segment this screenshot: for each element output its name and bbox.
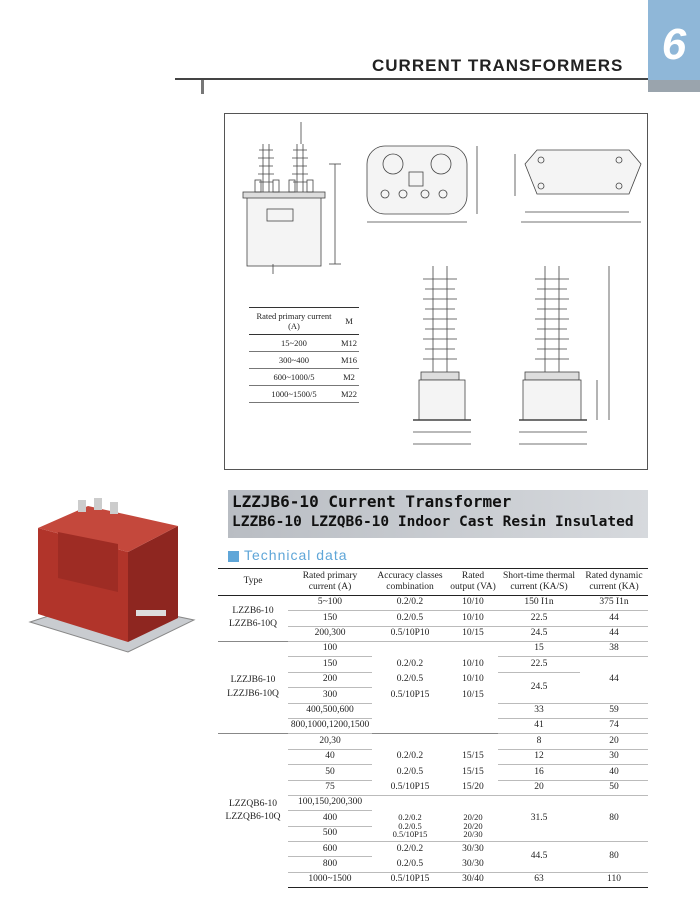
primary-cell: 20,30 <box>288 734 372 749</box>
header-accuracy: Accuracy classes combination <box>372 569 448 596</box>
technical-drawing-panel <box>224 113 648 470</box>
dynamic-cell: 50 <box>580 780 648 795</box>
output-cell: 10/15 <box>448 626 498 641</box>
accuracy-cell: 0.5/10P15 <box>390 689 430 700</box>
m-table-cell: 15~200 <box>249 335 339 352</box>
primary-cell: 600 <box>288 842 372 857</box>
m-table-cell: 1000~1500/5 <box>249 386 339 403</box>
m-table-cell: 600~1000/5 <box>249 369 339 386</box>
thermal-cell: 22.5 <box>498 611 580 626</box>
thermal-cell: 24.5 <box>498 626 580 641</box>
m-table-cell: M12 <box>339 335 359 352</box>
thermal-cell: 12 <box>498 749 580 764</box>
dynamic-cell: 80 <box>580 842 648 873</box>
chapter-number: 6 <box>661 20 687 69</box>
type-line: LZZQB6-10Q <box>225 812 281 823</box>
accuracy-line: 0.2/0.2 <box>398 812 422 823</box>
page-header-title: CURRENT TRANSFORMERS <box>372 56 624 75</box>
output-line: 20/20 <box>463 820 483 831</box>
dimension-drawing <box>225 114 647 469</box>
thermal-cell: 8 <box>498 734 580 749</box>
m-table-header-current: Rated primary current (A) <box>249 308 339 335</box>
primary-cell: 100,150,200,300 <box>288 795 372 810</box>
thermal-cell: 33 <box>498 703 580 718</box>
primary-cell: 1000~1500 <box>288 872 372 887</box>
m-table-header-m: M <box>339 308 359 335</box>
output-cell: 10/15 <box>462 689 484 700</box>
output-stack <box>448 811 498 842</box>
m-table-cell: M16 <box>339 352 359 369</box>
section-label: Technical data <box>244 547 348 563</box>
section-marker-icon <box>228 551 239 562</box>
accuracy-cell: 0.2/0.5 <box>372 857 448 872</box>
output-cell: 15/15 <box>462 766 484 777</box>
header-thermal: Short-time thermal current (KA/S) <box>498 569 580 596</box>
output-cell: 10/10 <box>448 595 498 610</box>
thermal-cell: 22.5 <box>498 657 580 672</box>
dynamic-cell: 110 <box>580 872 648 887</box>
type-cell <box>218 642 288 734</box>
accuracy-cell: 0.5/10P10 <box>372 626 448 641</box>
header-dynamic: Rated dynamic current (KA) <box>580 569 648 596</box>
output-cell: 10/10 <box>462 658 484 669</box>
product-title: LZZJB6-10 Current Transformer <box>232 492 512 511</box>
chapter-tab-strip <box>648 80 700 92</box>
dynamic-cell: 44 <box>580 657 648 703</box>
thermal-cell: 31.5 <box>498 795 580 841</box>
accuracy-line: 0.2/0.5 <box>398 820 422 831</box>
primary-cell: 150 <box>288 611 372 626</box>
m-table-cell: M22 <box>339 386 359 403</box>
product-subtitle: LZZB6-10 LZZQB6-10 Indoor Cast Resin Insulated <box>232 514 634 530</box>
output-cell: 10/10 <box>448 611 498 626</box>
m-table-cell: 300~400 <box>249 352 339 369</box>
header-vertical-mark <box>201 80 204 94</box>
dynamic-cell: 44 <box>580 626 648 641</box>
accuracy-stack <box>372 811 448 842</box>
thermal-cell: 44.5 <box>498 842 580 873</box>
primary-cell: 40 <box>288 749 372 764</box>
dynamic-cell: 74 <box>580 718 648 733</box>
product-photo <box>28 492 196 664</box>
dynamic-cell: 375 I1n <box>580 595 648 610</box>
type-line: LZZQB6-10 <box>228 798 278 809</box>
primary-cell: 800 <box>288 857 372 872</box>
thermal-cell: 63 <box>498 872 580 887</box>
output-cell: 30/30 <box>448 857 498 872</box>
output-cell: 10/10 <box>462 674 484 685</box>
primary-cell: 5~100 <box>288 595 372 610</box>
primary-cell: 75 <box>288 780 372 795</box>
primary-cell: 400,500,600 <box>288 703 372 718</box>
accuracy-line: 0.5/10P15 <box>392 829 428 840</box>
technical-data-table <box>218 568 648 888</box>
type-cell <box>218 734 288 888</box>
thermal-cell: 15 <box>498 642 580 657</box>
accuracy-cell: 0.5/10P15 <box>372 780 448 795</box>
thermal-cell: 16 <box>498 765 580 780</box>
m-table-cell: M2 <box>339 369 359 386</box>
accuracy-cell: 0.2/0.2 <box>396 751 424 762</box>
output-cell: 15/20 <box>448 780 498 795</box>
type-line: LZZJB6-10Q <box>227 688 279 699</box>
primary-cell: 200 <box>288 672 372 687</box>
type-line: LZZB6-10 <box>232 606 274 617</box>
primary-cell: 50 <box>288 765 372 780</box>
type-line: LZZB6-10Q <box>228 619 278 630</box>
accuracy-cell: 0.2/0.2 <box>396 658 424 669</box>
primary-cell: 300 <box>288 688 372 703</box>
primary-cell: 100 <box>288 642 372 657</box>
output-line: 20/30 <box>463 829 483 840</box>
primary-cell: 400 <box>288 811 372 826</box>
dynamic-cell: 40 <box>580 765 648 780</box>
primary-cell: 500 <box>288 826 372 841</box>
header-rule <box>175 78 650 80</box>
accuracy-cell: 0.2/0.2 <box>396 843 424 854</box>
output-line: 20/20 <box>463 812 483 823</box>
thermal-cell: 150 I1n <box>498 595 580 610</box>
output-cell: 30/40 <box>448 872 498 887</box>
header-output: Rated output (VA) <box>448 569 498 596</box>
dynamic-cell: 30 <box>580 749 648 764</box>
thermal-cell: 41 <box>498 718 580 733</box>
dynamic-cell: 80 <box>580 795 648 841</box>
primary-cell: 800,1000,1200,1500 <box>288 718 372 733</box>
accuracy-cell: 0.2/0.5 <box>396 766 424 777</box>
output-cell: 30/30 <box>462 843 484 854</box>
accuracy-cell: 0.2/0.2 <box>372 595 448 610</box>
type-cell <box>218 595 288 641</box>
accuracy-cell: 0.2/0.5 <box>396 674 424 685</box>
output-cell: 15/15 <box>462 751 484 762</box>
m-thread-table <box>249 307 359 403</box>
primary-cell: 150 <box>288 657 372 672</box>
dynamic-cell: 20 <box>580 734 648 749</box>
primary-cell: 200,300 <box>288 626 372 641</box>
type-line: LZZJB6-10 <box>230 675 276 686</box>
accuracy-cell: 0.2/0.5 <box>372 611 448 626</box>
header-type: Type <box>218 569 288 596</box>
thermal-cell: 20 <box>498 780 580 795</box>
header-primary-current: Rated primary current (A) <box>288 569 372 596</box>
accuracy-cell: 0.5/10P15 <box>372 872 448 887</box>
dynamic-cell: 59 <box>580 703 648 718</box>
dynamic-cell: 38 <box>580 642 648 657</box>
thermal-cell: 24.5 <box>498 672 580 703</box>
dynamic-cell: 44 <box>580 611 648 626</box>
